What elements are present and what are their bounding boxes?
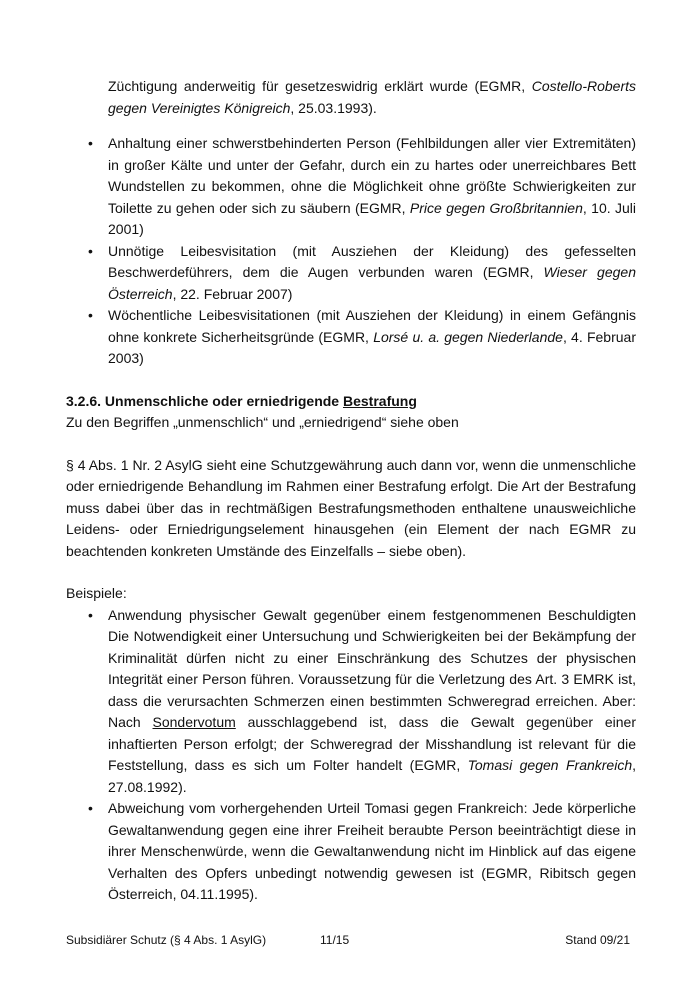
list-item: • Wöchentliche Leibesvisitationen (mit Ausziehen der Kleidung) in einem Gefängnis ohne konkrete Sicherheitsgründe (EGMR, Lorsé u. a. gegen Niederlande, 4. Februar 2003) [88, 307, 636, 366]
bullet-icon: • [88, 800, 93, 816]
list-item: • Anwendung physischer Gewalt gegenüber einem festgenommenen Beschuldigten Die Notwendigkeit einer Untersuchung und Schwierigkeiten bei der Bekämpfung der Kriminalität dürfen nicht zu einer Einschränkung des Schutzes der physischen Integrität einer Person führen. Voraussetzung für die Verletzung des Art. 3 EMRK ist, dass die verursachten Schmerzen einen bestimmten Schweregrad erreichen. Aber: Nach Sondervotum ausschlaggebend ist, dass die Gewalt gegenüber einer inhaftierten Person erfolgt; der Schweregrad der Misshandlung ist relevant für die Feststellung, dass es sich um Folter handelt (EGMR, Tomasi gegen Frankreich, 27.08.1992). [88, 606, 637, 795]
list-item: • Unnötige Leibesvisitation (mit Ausziehen der Kleidung) des gefesselten Beschwerdeführers, dem die Augen verbunden waren (EGMR, Wieser gegen Österreich, 22. Februar 2007) [88, 242, 636, 302]
footer-title: Subsidiärer Schutz (§ 4 Abs. 1 AsylG) [66, 933, 267, 947]
footer-version: Stand 09/21 [565, 933, 630, 947]
bullet-list-bottom [66, 605, 636, 906]
bullet-icon: • [88, 242, 93, 259]
bullet-list-top [66, 133, 636, 370]
page-number: 11/15 [320, 933, 350, 947]
continuation-text: Züchtigung anderweitig für gesetzeswidrig erklärt wurde (EGMR, Costello-Roberts gegen Vereinigtes Königreich, 25.03.1993). [108, 78, 636, 116]
bullet-icon: • [88, 135, 93, 151]
section-heading: 3.2.6. Unmenschliche oder erniedrigende Bestrafung [66, 392, 417, 409]
bullet-icon: • [88, 606, 93, 623]
list-item: • Abweichung vom vorhergehenden Urteil Tomasi gegen Frankreich: Jede körperliche Gewaltanwendung gegen eine ihrer Freiheit beraubte Person beeinträchtigt diese in ihrer Menschenwürde, wenn die Gewaltanwendung nicht im Hinblick auf das eigene Verhalten des Opfers unbedingt notwendig gewesen ist (EGMR, Ribitsch gegen Österreich, 04.11.1995). [88, 800, 636, 902]
section-paragraph: § 4 Abs. 1 Nr. 2 AsylG sieht eine Schutzgewährung auch dann vor, wenn die unmenschliche oder erniedrigende Behandlung im Rahmen einer Bestrafung erfolgt. Die Art der Bestrafung muss dabei über das in rechtmäßigen Bestrafungsmethoden enthaltene unausweichliche Leidens- oder Erniedrigungselement hinausgehen (ein Element der nach EGMR zu beachtenden konkreten Umstände des Einzelfalls – siebe oben). [66, 456, 636, 559]
examples-label: Beispiele: [66, 585, 127, 601]
list-item: • Anhaltung einer schwerstbehinderten Person (Fehlbildungen aller vier Extremitäten) in großer Kälte und unter der Gefahr, durch ein zu hartes oder unerreichbares Bett Wundstellen zu bekommen, ohne die Möglichkeit ohne größte Schwierigkeiten zur Toilette zu gehen oder sich zu säubern (EGMR, Price gegen Großbritannien, 10. Juli 2001) [88, 135, 636, 237]
section-subline: Zu den Begriffen „unmenschlich“ und „erniedrigend“ siehe oben [66, 414, 459, 430]
document-page [66, 62, 636, 906]
bullet-icon: • [88, 307, 93, 323]
